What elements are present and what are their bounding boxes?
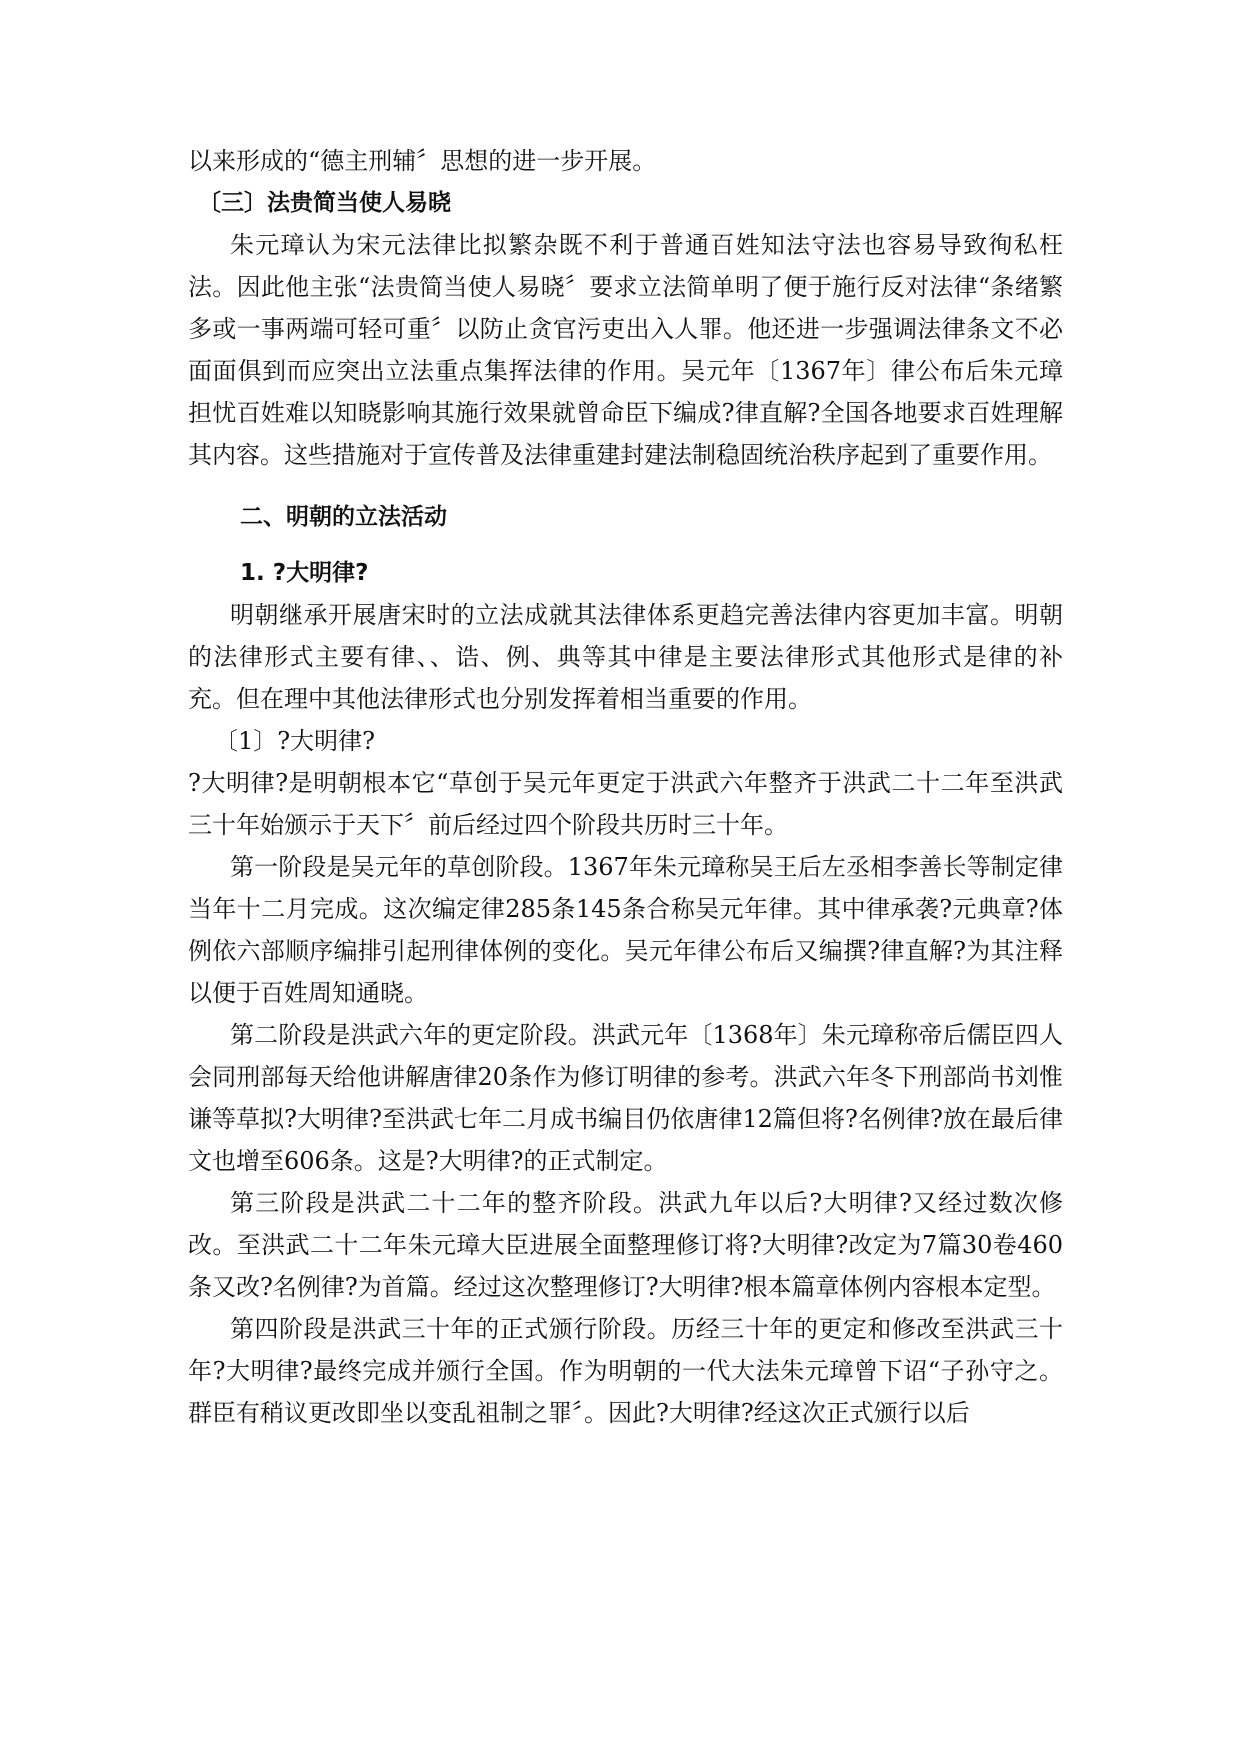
paragraph-law-simplicity: 朱元璋认为宋元法律比拟繁杂既不利于普通百姓知法守法也容易导致徇私枉法。因此他主张“法贵简当使人易晓〞要求立法简单明了便于施行反对法律“条绪繁多或一事两端可轻可重〞以防止贪官污吏出入人罪。他还进一步强调法律条文不必面面俱到而应突出立法重点集挥法律的作用。吴元年〔1367年〕律公布后朱元璋担忧百姓难以知晓影响其施行效果就曾命臣下编成?律直解?全国各地要求百姓理解其内容。这些措施对于宣传普及法律重建封建法制稳固统治秩序起到了重要作用。 [188,231,1063,469]
subsection-heading-3: 〔三〕法贵简当使人易晓 [198,190,451,216]
paragraph-da-ming-lv-overview: ?大明律?是明朝根本它“草创于吴元年更定于洪武六年整齐于洪武二十二年至洪武三十年始颁示于天下〞前后经过四个阶段共历时三十年。 [188,769,1063,839]
paragraph-stage-one: 第一阶段是吴元年的草创阶段。1367年朱元璋称吴王后左丞相李善长等制定律当年十二月完成。这次编定律285条145条合称吴元年律。其中律承袭?元典章?体例依六部顺序编排引起刑律体例的变化。吴元年律公布后又编撰?律直解?为其注释以便于百姓周知通晓。 [188,853,1063,1007]
paragraph-stage-three: 第三阶段是洪武二十二年的整齐阶段。洪武九年以后?大明律?又经过数次修改。至洪武二十二年朱元璋大臣进展全面整理修订将?大明律?改定为7篇30卷460条又改?名例律?为首篇。经过这次整理修订?大明律?根本篇章体例内容根本定型。 [188,1189,1063,1301]
paragraph-legal-system: 明朝继承开展唐宋时的立法成就其法律体系更趋完善法律内容更加丰富。明朝的法律形式主要有律、、诰、例、典等其中律是主要法律形式其他形式是律的补充。但在理中其他法律形式也分别发挥着相当重要的作用。 [188,601,1063,713]
paragraph-stage-two: 第二阶段是洪武六年的更定阶段。洪武元年〔1368年〕朱元璋称帝后儒臣四人会同刑部每天给他讲解唐律20条作为修订明律的参考。洪武六年冬下刑部尚书刘惟谦等草拟?大明律?至洪武七年二月成书编目仍依唐律12篇但将?名例律?放在最后律文也增至606条。这是?大明律?的正式制定。 [188,1021,1063,1175]
item-heading-1: 1. ?大明律? [240,560,369,586]
paragraph-stage-four: 第四阶段是洪武三十年的正式颁行阶段。历经三十年的更定和修改至洪武三十年?大明律?最终完成并颁行全国。作为明朝的一代大法朱元璋曾下诏“子孙守之。群臣有稍议更改即坐以变乱祖制之罪〞。因此?大明律?经这次正式颁行以后 [188,1315,1063,1427]
sub-item-heading-1: 〔1〕?大明律? [214,727,376,755]
paragraph-continuation: 以来形成的“德主刑辅〞思想的进一步开展。 [188,147,657,175]
section-heading-2: 二、明朝的立法活动 [240,504,447,530]
document-page [188,140,1063,1434]
